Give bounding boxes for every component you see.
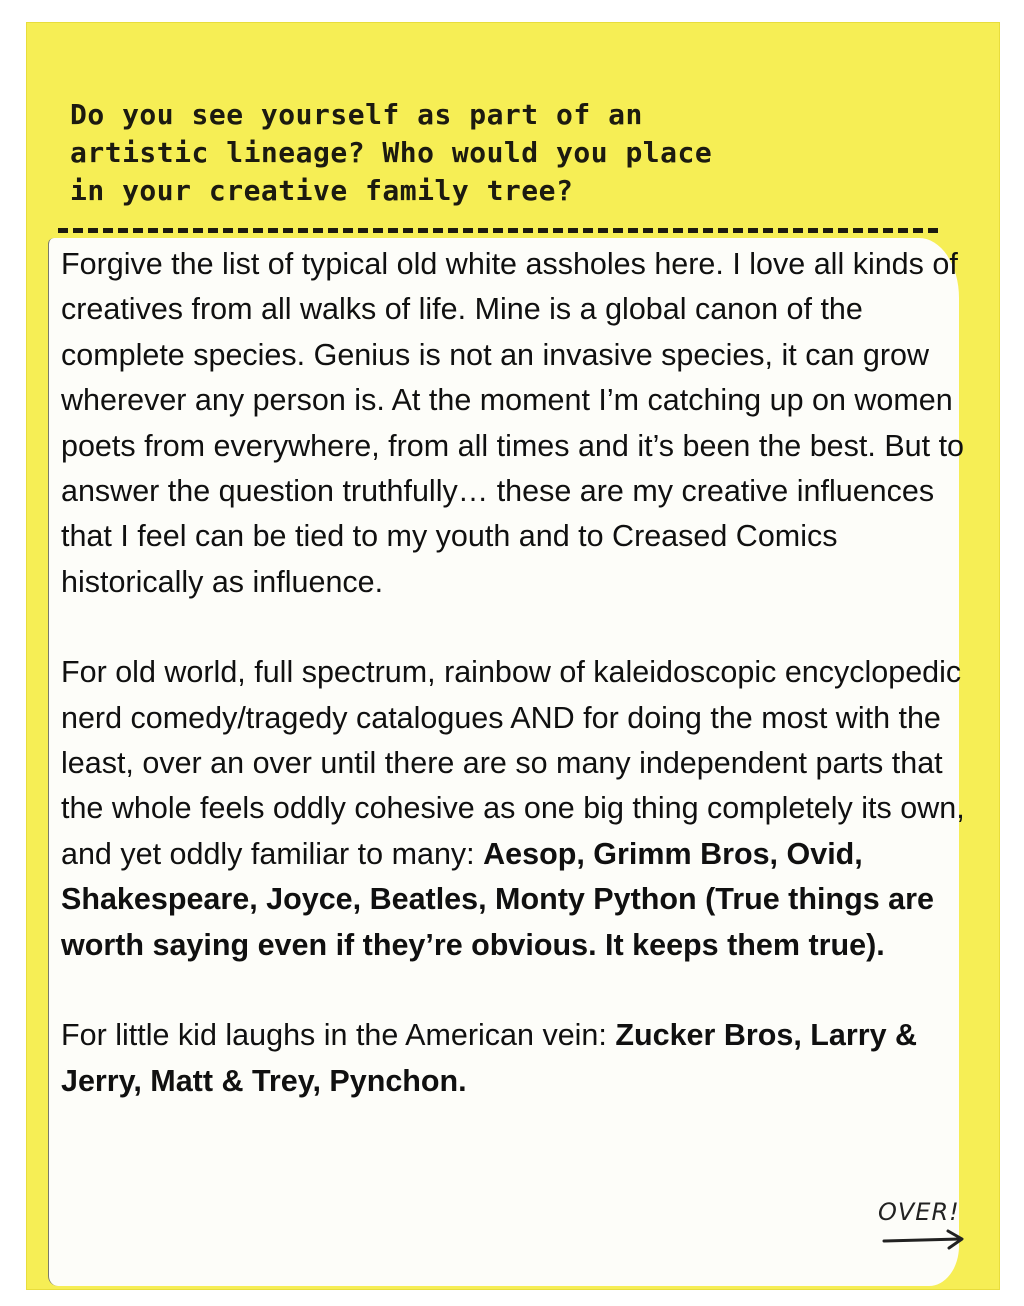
answer-paragraph-2 <box>61 650 981 968</box>
answer-paragraph-3-plain: For little kid laughs in the American vein: <box>61 1018 616 1053</box>
question-heading <box>70 96 950 210</box>
over-note <box>878 1198 988 1258</box>
answer-text <box>61 242 981 1104</box>
dashed-divider <box>58 228 938 233</box>
answer-paragraph-3-bold: Zucker Bros, Larry & Jerry, Matt & Trey, Pynchon. <box>61 1018 918 1098</box>
answer-paragraph-3 <box>61 1013 981 1104</box>
question-line-3: in your creative family tree? <box>70 174 574 207</box>
question-line-1: Do you see yourself as part of an <box>70 98 643 131</box>
answer-paragraph-2-plain: For old world, full spectrum, rainbow of kaleidoscopic encyclopedic nerd comedy/tragedy catalogues AND for doing the most with the least, over an over until there are so many independent parts that the whole feels oddly cohesive as one big thing completely its own, and yet oddly familiar to many: <box>61 655 965 871</box>
over-label: OVER! <box>878 1198 960 1226</box>
question-line-2: artistic lineage? Who would you place <box>70 136 713 169</box>
answer-paragraph-2-bold: Aesop, Grimm Bros, Ovid, Shakespeare, Joyce, Beatles, Monty Python (True things are worth saying even if they’re obvious. It keeps them true). <box>61 836 934 962</box>
answer-paragraph-1: Forgive the list of typical old white assholes here. I love all kinds of creatives from all walks of life. Mine is a global canon of the complete species. Genius is not an invasive species, it can grow wherever any person is. At the moment I’m catching up on women poets from everywhere, from all times and it’s been the best. But to answer the question truthfully… these are my creative influences that I feel can be tied to my youth and to Creased Comics historically as influence. <box>61 247 965 599</box>
arrow-right-icon <box>882 1228 972 1252</box>
